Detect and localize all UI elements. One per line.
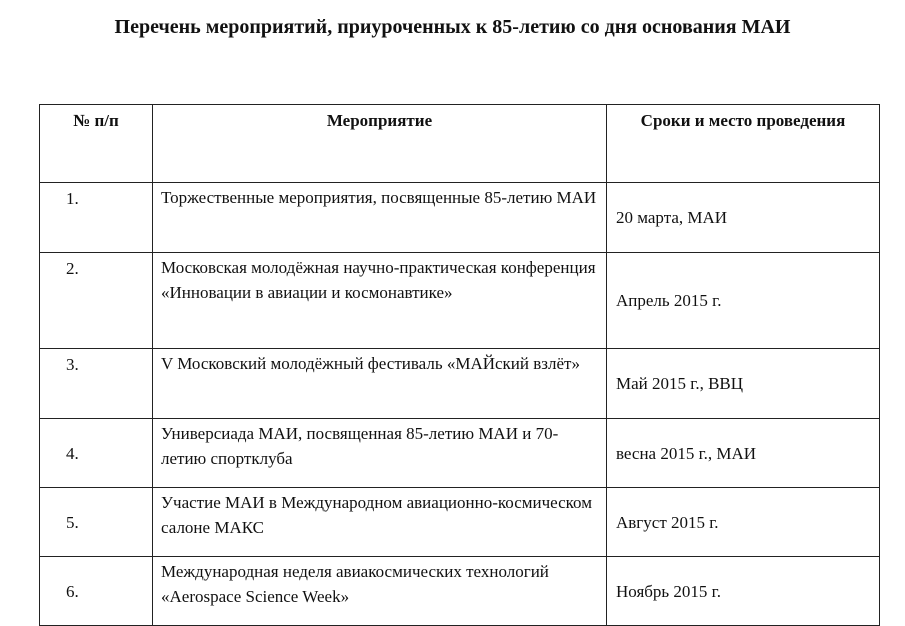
row-number: 5.: [40, 488, 153, 557]
row-number: 1.: [40, 183, 153, 253]
row-event: Международная неделя авиакосмических технологий «Aerospace Science Week»: [153, 557, 607, 626]
row-event: Универсиада МАИ, посвященная 85-летию МАИ и 70-летию спортклуба: [153, 419, 607, 488]
row-when: Апрель 2015 г.: [607, 253, 880, 349]
row-when: 20 марта, МАИ: [607, 183, 880, 253]
table-row: [40, 183, 880, 253]
events-table: [39, 104, 880, 626]
row-number: 4.: [40, 419, 153, 488]
row-number: 2.: [40, 253, 153, 349]
row-event: Участие МАИ в Международном авиационно-космическом салоне МАКС: [153, 488, 607, 557]
row-number: 6.: [40, 557, 153, 626]
header-number: № п/п: [40, 105, 153, 183]
row-event: V Московский молодёжный фестиваль «МАЙский взлёт»: [153, 349, 607, 419]
table-row: [40, 557, 880, 626]
table-row: [40, 349, 880, 419]
table-header-row: [40, 105, 880, 183]
document-title: Перечень мероприятий, приуроченных к 85-летию со дня основания МАИ: [114, 16, 791, 38]
row-event: Московская молодёжная научно-практическая конференция «Инновации в авиации и космонавтике»: [153, 253, 607, 349]
header-event: Мероприятие: [153, 105, 607, 183]
row-when: Ноябрь 2015 г.: [607, 557, 880, 626]
table-row: [40, 253, 880, 349]
row-event: Торжественные мероприятия, посвященные 85-летию МАИ: [153, 183, 607, 253]
row-when: Август 2015 г.: [607, 488, 880, 557]
row-number: 3.: [40, 349, 153, 419]
row-when: весна 2015 г., МАИ: [607, 419, 880, 488]
table-row: [40, 488, 880, 557]
header-when: Сроки и место проведения: [607, 105, 880, 183]
table-row: [40, 419, 880, 488]
row-when: Май 2015 г., ВВЦ: [607, 349, 880, 419]
